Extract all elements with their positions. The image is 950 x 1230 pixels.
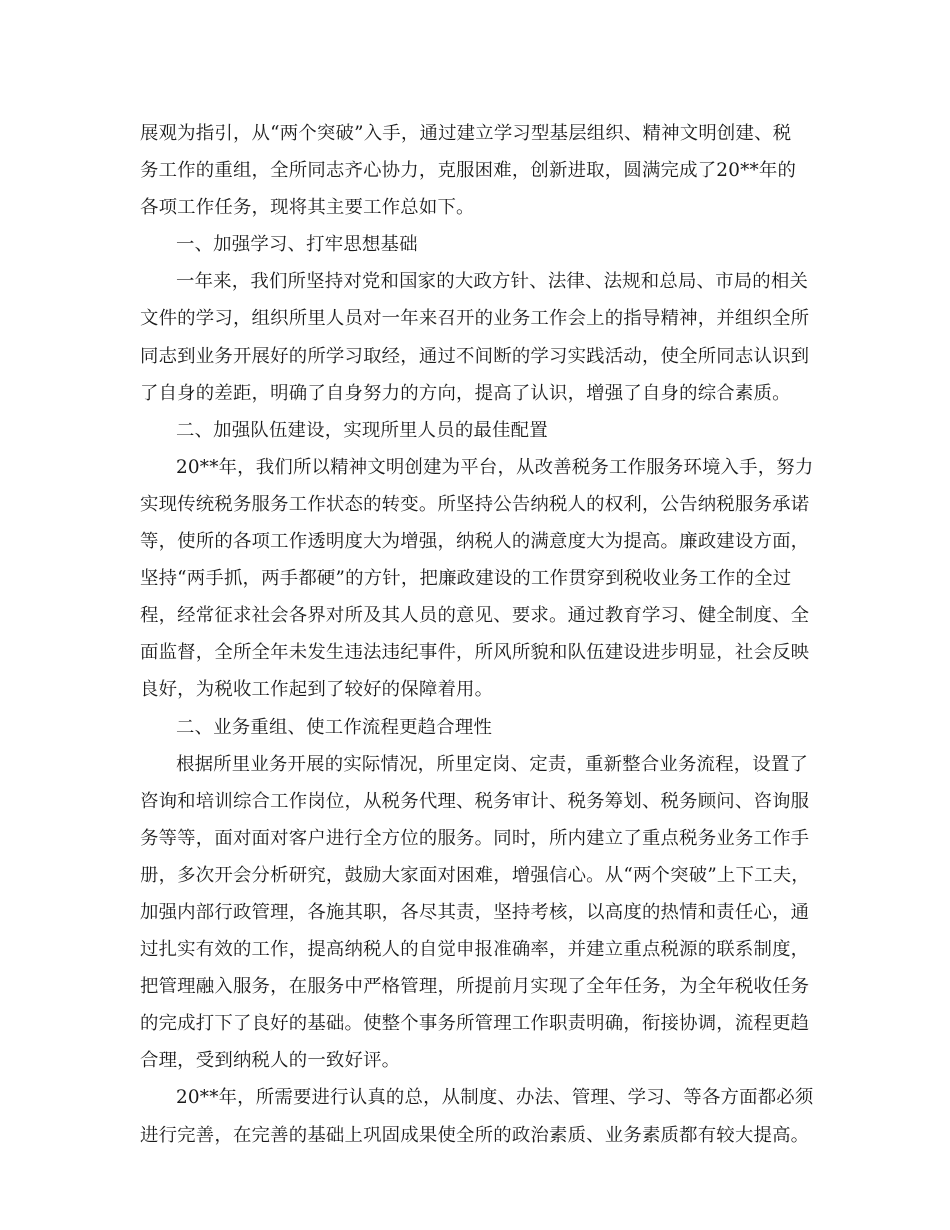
text-line: 良好，为税收工作起到了较好的保障着用。: [140, 679, 494, 701]
text-line: 过扎实有效的工作，提高纳税人的自觉申报准确率，并建立重点税源的联系制度，: [140, 939, 810, 961]
text-line: 等，使所的各项工作透明度大为增强，纳税人的满意度大为提高。廉政建设方面，: [140, 531, 810, 553]
text-line: 各项工作任务，现将其主要工作总如下。: [140, 197, 475, 219]
text-line: 务等等，面对面对客户进行全方位的服务。同时，所内建立了重点税务业务工作手: [140, 827, 810, 849]
text-line: 展观为指引，从“两个突破”入手，通过建立学习型基层组织、精神文明创建、税: [140, 123, 792, 144]
paragraph-first-line: 一、加强学习、打牢思想基础: [176, 234, 418, 256]
paragraph-first-line: 20**年，我们所以精神文明创建为平台，从改善税务工作服务环境入手，努力: [176, 456, 814, 478]
paragraph-first-line: 20**年，所需要进行认真的总，从制度、办法、管理、学习、等各方面都必须: [176, 1087, 814, 1109]
paragraph-first-line: 二、加强队伍建设，实现所里人员的最佳配置: [176, 419, 548, 441]
document-body: [140, 115, 830, 1154]
text-line: 实现传统税务服务工作状态的转变。所坚持公告纳税人的权利，公告纳税服务承诺: [140, 493, 810, 515]
text-line: 加强内部行政管理，各施其职，各尽其责，坚持考核，以高度的热情和责任心，通: [140, 901, 810, 923]
text-line: 文件的学习，组织所里人员对一年来召开的业务工作会上的指导精神，并组织全所: [140, 308, 810, 330]
text-line: 的完成打下了良好的基础。使整个事务所管理工作职责明确，衔接协调，流程更趋: [140, 1013, 810, 1035]
text-line: 程，经常征求社会各界对所及其人员的意见、要求。通过教育学习、健全制度、全: [140, 605, 810, 627]
paragraph-first-line: 根据所里业务开展的实际情况，所里定岗、定责，重新整合业务流程，设置了: [176, 753, 809, 775]
text-line: 务工作的重组，全所同志齐心协力，克服困难，创新进取，圆满完成了20**年的: [140, 160, 797, 182]
text-line: 同志到业务开展好的所学习取经，通过不间断的学习实践活动，使全所同志认识到: [140, 345, 810, 367]
text-line: 册，多次开会分析研究，鼓励大家面对困难，增强信心。从“两个突破”上下工夫，: [140, 864, 810, 886]
text-line: 面监督，全所全年未发生违法违纪事件，所风所貌和队伍建设进步明显，社会反映: [140, 642, 810, 664]
text-line: 了自身的差距，明确了自身努力的方向，提高了认识，增强了自身的综合素质。: [140, 382, 791, 404]
text-line: 咨询和培训综合工作岗位，从税务代理、税务审计、税务筹划、税务顾问、咨询服: [140, 790, 810, 812]
text-line: 进行完善，在完善的基础上巩固成果使全所的政治素质、业务素质都有较大提高。: [140, 1124, 810, 1146]
text-line: 合理，受到纳税人的一致好评。: [140, 1050, 401, 1072]
text-line: 把管理融入服务，在服务中严格管理，所提前月实现了全年任务，为全年税收任务: [140, 976, 810, 998]
paragraph-first-line: 二、业务重组、使工作流程更趋合理性: [176, 716, 493, 738]
text-line: 坚持“两手抓，两手都硬”的方针，把廉政建设的工作贯穿到税收业务工作的全过: [140, 568, 792, 590]
paragraph-first-line: 一年来，我们所坚持对党和国家的大政方针、法律、法规和总局、市局的相关: [176, 271, 809, 293]
